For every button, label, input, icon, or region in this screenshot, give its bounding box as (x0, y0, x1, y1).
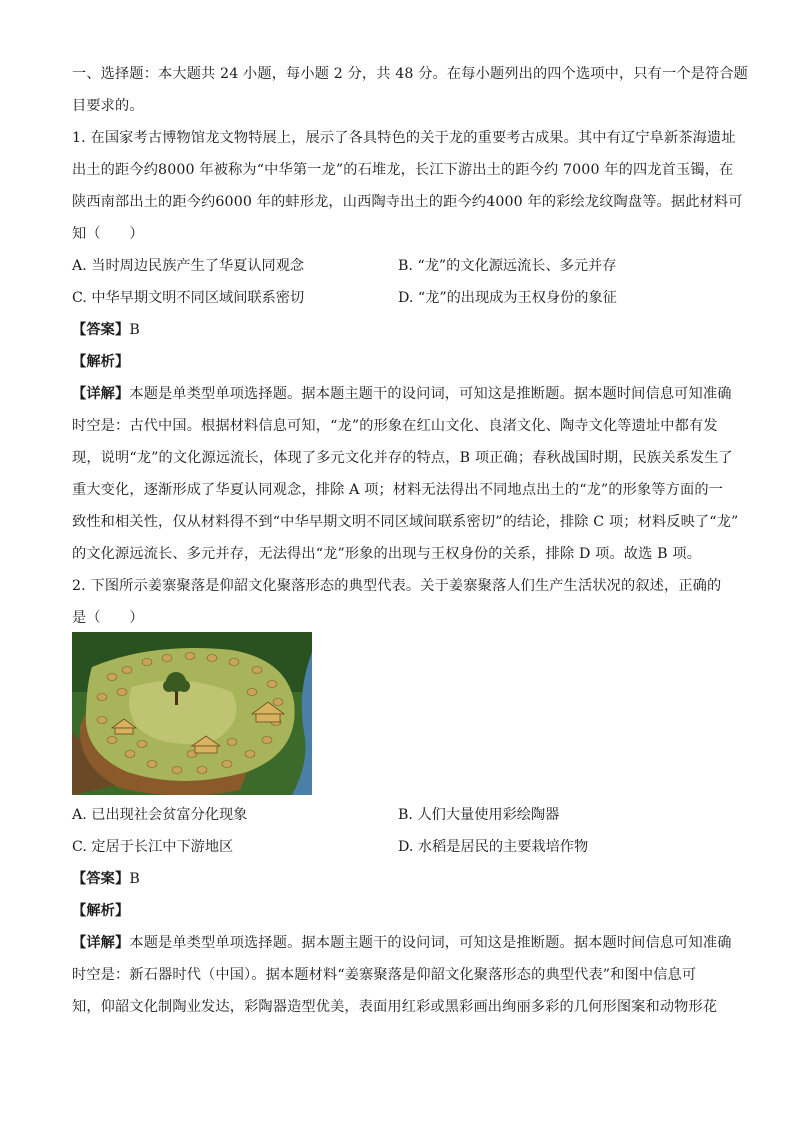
q2-detail-line: 知，仰韶文化制陶业发达，彩陶器造型优美，表面用红彩或黑彩画出绚丽多彩的几何形图案和动物形花 (72, 999, 718, 1015)
q1-options-row (72, 256, 724, 276)
q1-stem-line: 1. 在国家考古博物馆龙文物特展上，展示了各具特色的关于龙的重要考古成果。其中有辽宁阜新茶海遗址 (72, 130, 736, 146)
q1-answer (72, 320, 724, 340)
q1-option-c: C. 中华早期文明不同区域间联系密切 (72, 290, 305, 306)
q2-option-a: A. 已出现社会贫富分化现象 (72, 807, 248, 823)
answer-value: B (129, 322, 140, 338)
q2-answer (72, 869, 724, 889)
q1-stem-line: 陕西南部出土的距今约6000 年的蚌形龙，山西陶寺出土的距今约4000 年的彩绘龙纹陶盘等。据此材料可 (72, 194, 743, 210)
q1-detail-line: 致性和相关性，仅从材料得不到“中华早期文明不同区域间联系密切”的结论，排除 C 项；材料反映了“龙” (72, 514, 739, 530)
q1-detail-line: 时空是：古代中国。根据材料信息可知，“龙”的形象在红山文化、良渚文化、陶寺文化等遗址中都有发 (72, 418, 718, 434)
q1-detail-line: 现，说明“龙”的文化源远流长，体现了多元文化并存的特点，B 项正确；春秋战国时期，民族关系发生了 (72, 450, 733, 466)
answer-value: B (129, 871, 140, 887)
answer-tag: 【答案】 (72, 871, 130, 887)
q2-detail-line: 时空是：新石器时代（中国）。据本题材料“姜寨聚落是仰韶文化聚落形态的典型代表”和图中信息可 (72, 967, 697, 983)
q1-detail-line: 的文化源远流长、多元并存，无法得出“龙”形象的出现与王权身份的关系，排除 D 项。故选 B 项。 (72, 546, 702, 562)
q2-stem-line: 是（ ） (72, 610, 144, 626)
q2-options-row (72, 837, 724, 857)
q1-detail-line: 重大变化，逐渐形成了华夏认同观念，排除 A 项；材料无法得出不同地点出土的“龙”的形象等方面的一 (72, 482, 724, 498)
detail-text: 本题是单类型单项选择题。据本题主题干的设问词，可知这是推断题。据本题时间信息可知准确 (129, 935, 732, 951)
q1-option-d: D. “龙”的出现成为王权身份的象征 (398, 290, 617, 306)
q2-option-b: B. 人们大量使用彩绘陶器 (398, 807, 560, 823)
q1-option-a: A. 当时周边民族产生了华夏认同观念 (72, 258, 305, 274)
jiangzhai-settlement-illustration (72, 632, 312, 795)
detail-tag: 【详解】 (72, 386, 130, 402)
q2-option-d: D. 水稻是居民的主要栽培作物 (398, 839, 589, 855)
q1-detail-line (72, 384, 732, 404)
analysis-tag: 【解析】 (72, 903, 130, 919)
q2-option-c: C. 定居于长江中下游地区 (72, 839, 234, 855)
detail-text: 本题是单类型单项选择题。据本题主题干的设问词，可知这是推断题。据本题时间信息可知准确 (129, 386, 732, 402)
q1-stem-line: 出土的距今约8000 年被称为“中华第一龙”的石堆龙，长江下游出土的距今约 7000 年的四龙首玉镯，在 (72, 162, 734, 178)
analysis-tag: 【解析】 (72, 354, 130, 370)
q1-option-b: B. “龙”的文化源远流长、多元并存 (398, 258, 617, 274)
detail-tag: 【详解】 (72, 935, 130, 951)
q1-options-row (72, 288, 724, 308)
q2-analysis-tag (72, 901, 724, 921)
answer-tag: 【答案】 (72, 322, 130, 338)
q2-options-row (72, 805, 724, 825)
section-header-line: 目要求的。 (72, 98, 144, 114)
q1-stem-line: 知（ ） (72, 226, 144, 242)
q2-detail-line (72, 933, 732, 953)
exam-page (72, 64, 749, 1029)
q2-stem-line: 2. 下图所示姜寨聚落是仰韶文化聚落形态的典型代表。关于姜寨聚落人们生产生活状况的叙述，正确的 (72, 578, 722, 594)
q1-analysis-tag (72, 352, 724, 372)
section-header-line: 一、选择题：本大题共 24 小题，每小题 2 分，共 48 分。在每小题列出的四个选项中，只有一个是符合题 (72, 66, 749, 82)
